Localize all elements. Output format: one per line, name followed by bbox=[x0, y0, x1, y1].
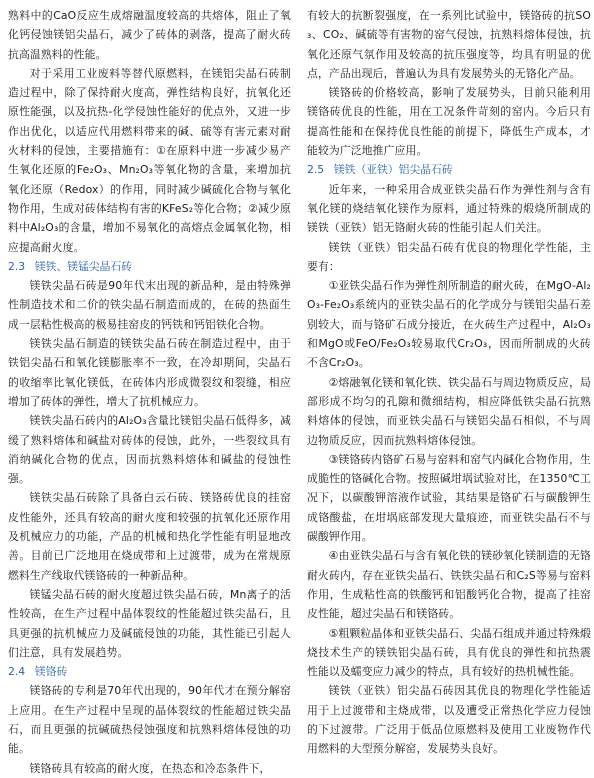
paragraph: 镁铁尖晶石砖内的Al₂O₃含量比镁铝尖晶石低得多，减缓了熟料熔体和碱盐对砖体的侵蚀，此外，一些裂纹具有消纳碱化合物的优点，因而抗熟料熔体和碱盐的侵蚀性强。 bbox=[8, 414, 291, 486]
paragraph: 镁铁尖晶石砖是90年代末出现的新品种，是由特殊弹性制造技术和二价的铁尖晶石制造而成的，在砖的热面生成一层粘性极高的极易挂窑皮的钙铁和钙铝铁化合物。 bbox=[8, 279, 291, 331]
section-number: 2.5 bbox=[307, 163, 325, 177]
paragraph: 有较大的抗断裂强度，在一系列比试验中，镁铬砖的抗SO₃、CO₂、碱硫等有害物的窑气侵蚀，抗熟料熔体侵蚀，抗氧化还原气氛作用及较高的抗压强度等，均具有明显的优点，产品出现后，普遍认为具有发展势头的无铬化产品。 bbox=[307, 9, 591, 80]
section-title: 镁铁（亚铁）铝尖晶石砖 bbox=[333, 163, 453, 177]
paragraph: ⑤粗颗粒晶体和亚铁尖晶石、尖晶石组成并通过特殊煅烧技术生产的镁铁铝尖晶石砖，具有优良的弹性和抗热震性能以及蠕变应力减少的特点，具有较好的热机械性能。 bbox=[307, 626, 591, 679]
left-column bbox=[8, 6, 291, 778]
section-title: 镁铁、镁锰尖晶石砖 bbox=[34, 259, 133, 273]
section-number: 2.3 bbox=[8, 259, 26, 273]
paragraph: 熟料中的CaO反应生成熔融温度较高的共熔体，阻止了氧化钙侵蚀镁铝尖晶石，减少了砖体的剥落，提高了耐火砖抗高温熟料的性能。 bbox=[8, 9, 291, 61]
right-column bbox=[307, 6, 591, 759]
paragraph: ④由亚铁尖晶石与含有氧化铁的镁砂氧化镁制造的无铬耐火砖内，存在亚铁尖晶石、铁铁尖晶石和C₂S等易与窑料作用，生成粘性高的铁酸钙和铝酸钙化合物，提高了挂窑皮性能，超过尖晶石和镁铬砖。 bbox=[307, 549, 591, 621]
paragraph: 镁铬砖具有较高的耐火度，在热态和冷态条件下， bbox=[29, 761, 271, 775]
paragraph: 镁铁（亚铁）铝尖晶石砖有优良的物理化学性能，主要有： bbox=[307, 240, 591, 273]
paragraph: ③镁铬砖内铬矿石易与窑料和窑气内碱化合物作用，生成脆性的铬碱化合物。按照碱坩埚试验对比，在1350℃工况下，以碳酸钾溶液作试验，其结果是铬矿石与碳酸钾生成铬酸盐，在坩埚底部发现大量痕迹，而亚铁尖晶石不与碳酸钾作用。 bbox=[307, 452, 591, 544]
paragraph: ①亚铁尖晶石作为弹性剂所制造的耐火砖，在MgO-Al₂O₃-Fe₂O₃系统内的亚铁尖晶石的化学成分与镁铝尖晶石差别较大，而与铬矿石成分接近，在火砖生产过程中，Al₂O₃和MgO或FeO/Fe₂O₃较易取代Cr₂O₃，因而所制成的火砖不含Cr₂O₃。 bbox=[307, 279, 591, 370]
section-heading-2-3 bbox=[8, 257, 291, 276]
section-number: 2.4 bbox=[8, 665, 26, 679]
section-heading-2-5 bbox=[307, 160, 591, 179]
paragraph: 镁铁（亚铁）铝尖晶石砖因其优良的物理化学性能适用于上过渡带和主烧成带，以及遭受正常热化学应力侵蚀的下过渡带。广泛用于低品位原燃料及使用工业废物作代用燃料的大型预分解窑，发展势头良好。 bbox=[307, 684, 591, 756]
paragraph: ②熔融氧化镁和氧化铁、铁尖晶石与周边物质反应，局部形成不均匀的孔隙和微细结构，相应降低铁尖晶石抗熟料熔体的侵蚀，而亚铁尖晶石与镁铝尖晶石相似，不与周边物质反应，因而抗熟料熔体侵蚀。 bbox=[307, 375, 591, 447]
paragraph: 镁铁尖晶石制造的镁铁尖晶石砖在制造过程中，由于铁铝尖晶石和氧化镁膨胀率不一致，在冷却期间，尖晶石的收缩率比氧化镁低，在砖体内形成微裂纹和裂缝，相应增加了砖体的弹性，增大了抗机械应力。 bbox=[8, 337, 291, 408]
paragraph: 镁锰尖晶石砖的耐火度超过铁尖晶石砖，Mn离子的活性较高，在生产过程中晶体裂纹的性能超过铁尖晶石，且具更强的抗机械应力及碱硫侵蚀的功能，其性能已引起人们注意，具有发展趋势。 bbox=[8, 587, 291, 659]
paragraph: 近年来，一种采用合成亚铁尖晶石作为弹性剂与含有氧化镁的烧结氧化镁作为原料，通过特殊的煅烧所制成的镁铁（亚铁）铝无铬耐火砖的性能引起人们关注。 bbox=[307, 182, 591, 235]
section-heading-2-4 bbox=[8, 662, 291, 681]
paragraph: 镁铬砖的专利是70年代出现的，90年代才在预分解窑上应用。在生产过程中呈现的晶体裂纹的性能超过铁尖晶石，而且更强的抗碱硫热侵蚀强度和抗熟料熔体侵蚀的功能。 bbox=[8, 684, 291, 756]
paragraph: 镁铬砖的价格较高，影响了发展势头，目前只能利用镁铬砖优良的性能，用在工况条件苛刻的窑内。今后只有提高性能和在保持优良性能的前提下，降低生产成本，才能较为广泛地推广应用。 bbox=[307, 86, 591, 158]
paragraph: 对于采用工业废料等替代原燃料，在镁铝尖晶石砖制造过程中，除了保持耐火度高，弹性结构良好，抗氧化还原性能强，以及抗热-化学侵蚀性能好的优点外，又进一步作出优化，以适应代用燃料带来的碱、硫等有害元素对耐火材料的侵蚀，主要措施有：①在原料中进一步减少易产生氧化还原的Fe₂O₃、Mn₂O₃等氧化物的含量，来增加抗氧化还原（Redox）的作用，同时减少碱硫化合物与氧化物作用，生成对砖体结构有害的KFeS₂等化合物；②减少原料中Al₂O₃的含量，增加不易氧化的高熔点金属氧化物，相应提高耐火度。 bbox=[8, 66, 291, 254]
section-title: 镁铬砖 bbox=[34, 665, 68, 679]
paragraph: 镁铁尖晶石砖除了具备白云石砖、镁铬砖优良的挂窑皮性能外，还具有较高的耐火度和较强的抗氧化还原作用及机械应力的功能，产品的机械和热化学性能有明显地改善。目前已广泛地用在烧成带和上过渡带，成为在常规原燃料生产线取代镁铬砖的一种新品种。 bbox=[8, 491, 291, 582]
